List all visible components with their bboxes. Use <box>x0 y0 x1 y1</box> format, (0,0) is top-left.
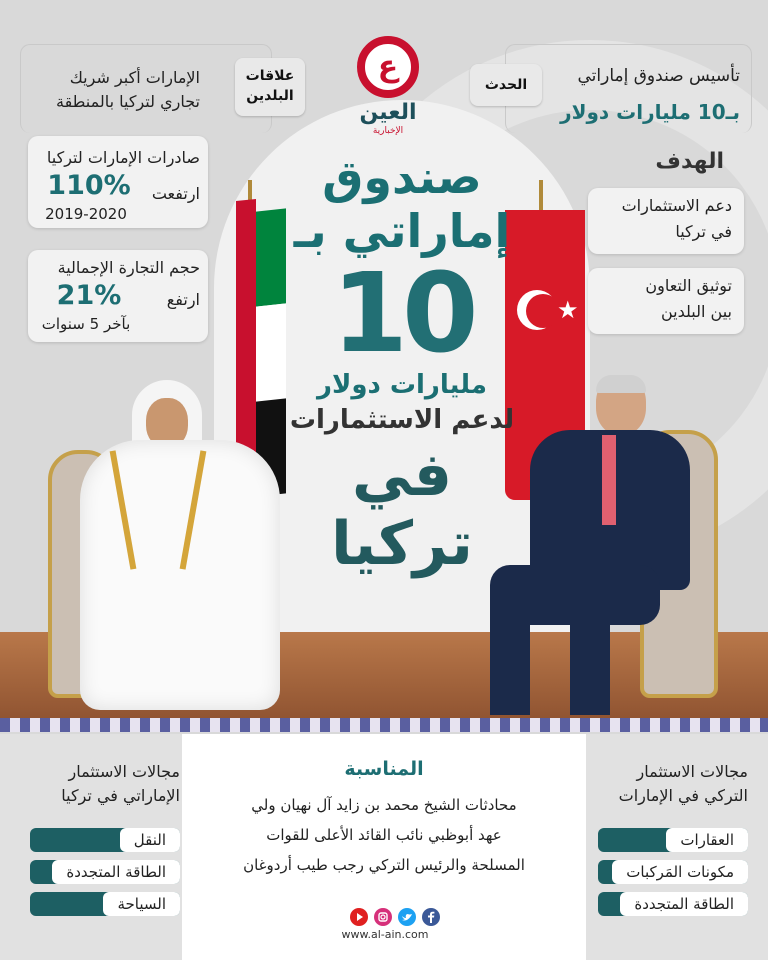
youtube-icon[interactable] <box>350 908 368 926</box>
event-tag <box>470 64 542 106</box>
website-link[interactable]: www.al-ain.com <box>341 928 429 941</box>
headline-purpose: لدعم الاستثمارات <box>289 405 515 435</box>
brand-logo <box>345 36 431 136</box>
goal-investment-line1: دعم الاستثمارات <box>621 196 732 215</box>
fact-largest-partner-line1: الإمارات أكبر شريك <box>69 68 200 87</box>
uae-investment-title <box>10 760 180 808</box>
fact-trade-value: 21% <box>56 280 122 311</box>
uae-sector-tourism <box>30 892 180 916</box>
fact-trade-title: حجم التجارة الإجمالية <box>57 258 200 277</box>
fact-largest-partner-line2: تجاري لتركيا بالمنطقة <box>55 92 200 111</box>
fact-exports-card <box>28 136 208 228</box>
uae-investment-title-line1: مجالات الاستثمار <box>68 762 180 781</box>
occasion-text <box>192 790 576 880</box>
uae-sector-tourism-label: السياحة <box>103 892 180 916</box>
turkey-sector-renewable-label: الطاقة المتجددة <box>620 892 748 916</box>
right-figure-shin <box>490 605 530 715</box>
headline-in: في <box>352 440 452 510</box>
goal-investment-card <box>588 188 744 254</box>
right-figure-tie <box>602 435 616 525</box>
headline-number: 10 <box>331 249 473 377</box>
occasion-line2: عهد أبوظبي نائب القائد الأعلى للقوات <box>266 826 502 844</box>
relations-tag <box>235 58 305 116</box>
right-figure-shin2 <box>570 605 610 715</box>
event-line1: تأسيس صندوق إماراتي <box>577 66 740 86</box>
uae-sector-transport-label: النقل <box>120 828 180 852</box>
occasion-line3: المسلحة والرئيس التركي رجب طيب أردوغان <box>243 856 525 874</box>
fact-exports-title: صادرات الإمارات لتركيا <box>46 148 200 167</box>
goal-cooperation-line2: بين البلدين <box>660 302 732 321</box>
turkey-sector-realestate-label: العقارات <box>666 828 748 852</box>
logo-glyph: ع <box>377 49 399 84</box>
uae-sector-renewable-label: الطاقة المتجددة <box>52 860 180 884</box>
fact-largest-partner <box>0 66 200 114</box>
event-line2: بـ10 مليارات دولار <box>560 100 740 124</box>
fact-trade-period: بآخر 5 سنوات <box>41 315 131 333</box>
headline-country: تركيا <box>331 509 473 579</box>
occasion-line1: محادثات الشيخ محمد بن زايد آل نهيان ولي <box>251 796 517 814</box>
turkey-sector-realestate <box>598 828 748 852</box>
fact-exports-period: 2019-2020 <box>45 205 127 223</box>
facebook-icon[interactable] <box>422 908 440 926</box>
turkey-sector-vehicle-parts-label: مكونات المَركبات <box>612 860 748 884</box>
star-icon: ★ <box>557 296 579 324</box>
relations-tag-label: علاقات البلدين <box>245 68 295 104</box>
headline <box>214 150 590 579</box>
twitter-icon[interactable] <box>398 908 416 926</box>
headline-line2: إماراتي بـ <box>293 204 511 258</box>
turkey-investment-title <box>578 760 748 808</box>
fact-exports-value: 110% <box>47 170 131 201</box>
logo-mark <box>357 36 419 98</box>
uae-investment-title-line2: الإماراتي في تركيا <box>61 786 180 805</box>
headline-line1: صندوق <box>322 150 482 204</box>
turkey-sector-vehicle-parts <box>598 860 748 884</box>
fact-exports-verb: ارتفعت <box>151 184 200 203</box>
turkey-investment-title-line2: التركي في الإمارات <box>618 786 748 805</box>
uae-sector-transport <box>30 828 180 852</box>
headline-unit: مليارات دولار <box>317 370 487 400</box>
goal-title: الهدف <box>655 149 724 174</box>
turkey-sector-renewable <box>598 892 748 916</box>
fact-trade-card <box>28 250 208 342</box>
fact-trade-verb: ارتفع <box>166 290 200 309</box>
logo-name: العين <box>359 100 417 125</box>
goal-cooperation-line1: توثيق التعاون <box>645 276 732 295</box>
event-tag-label: الحدث <box>484 77 528 93</box>
goal-investment-line2: في تركيا <box>675 222 732 241</box>
instagram-icon[interactable] <box>374 908 392 926</box>
right-figure-hair <box>596 375 646 393</box>
goal-cooperation-card <box>588 268 744 334</box>
uae-sector-renewable <box>30 860 180 884</box>
occasion-title: المناسبة <box>344 758 424 780</box>
logo-subtitle: الإخبارية <box>372 126 404 136</box>
turkey-investment-title-line1: مجالات الاستثمار <box>636 762 748 781</box>
